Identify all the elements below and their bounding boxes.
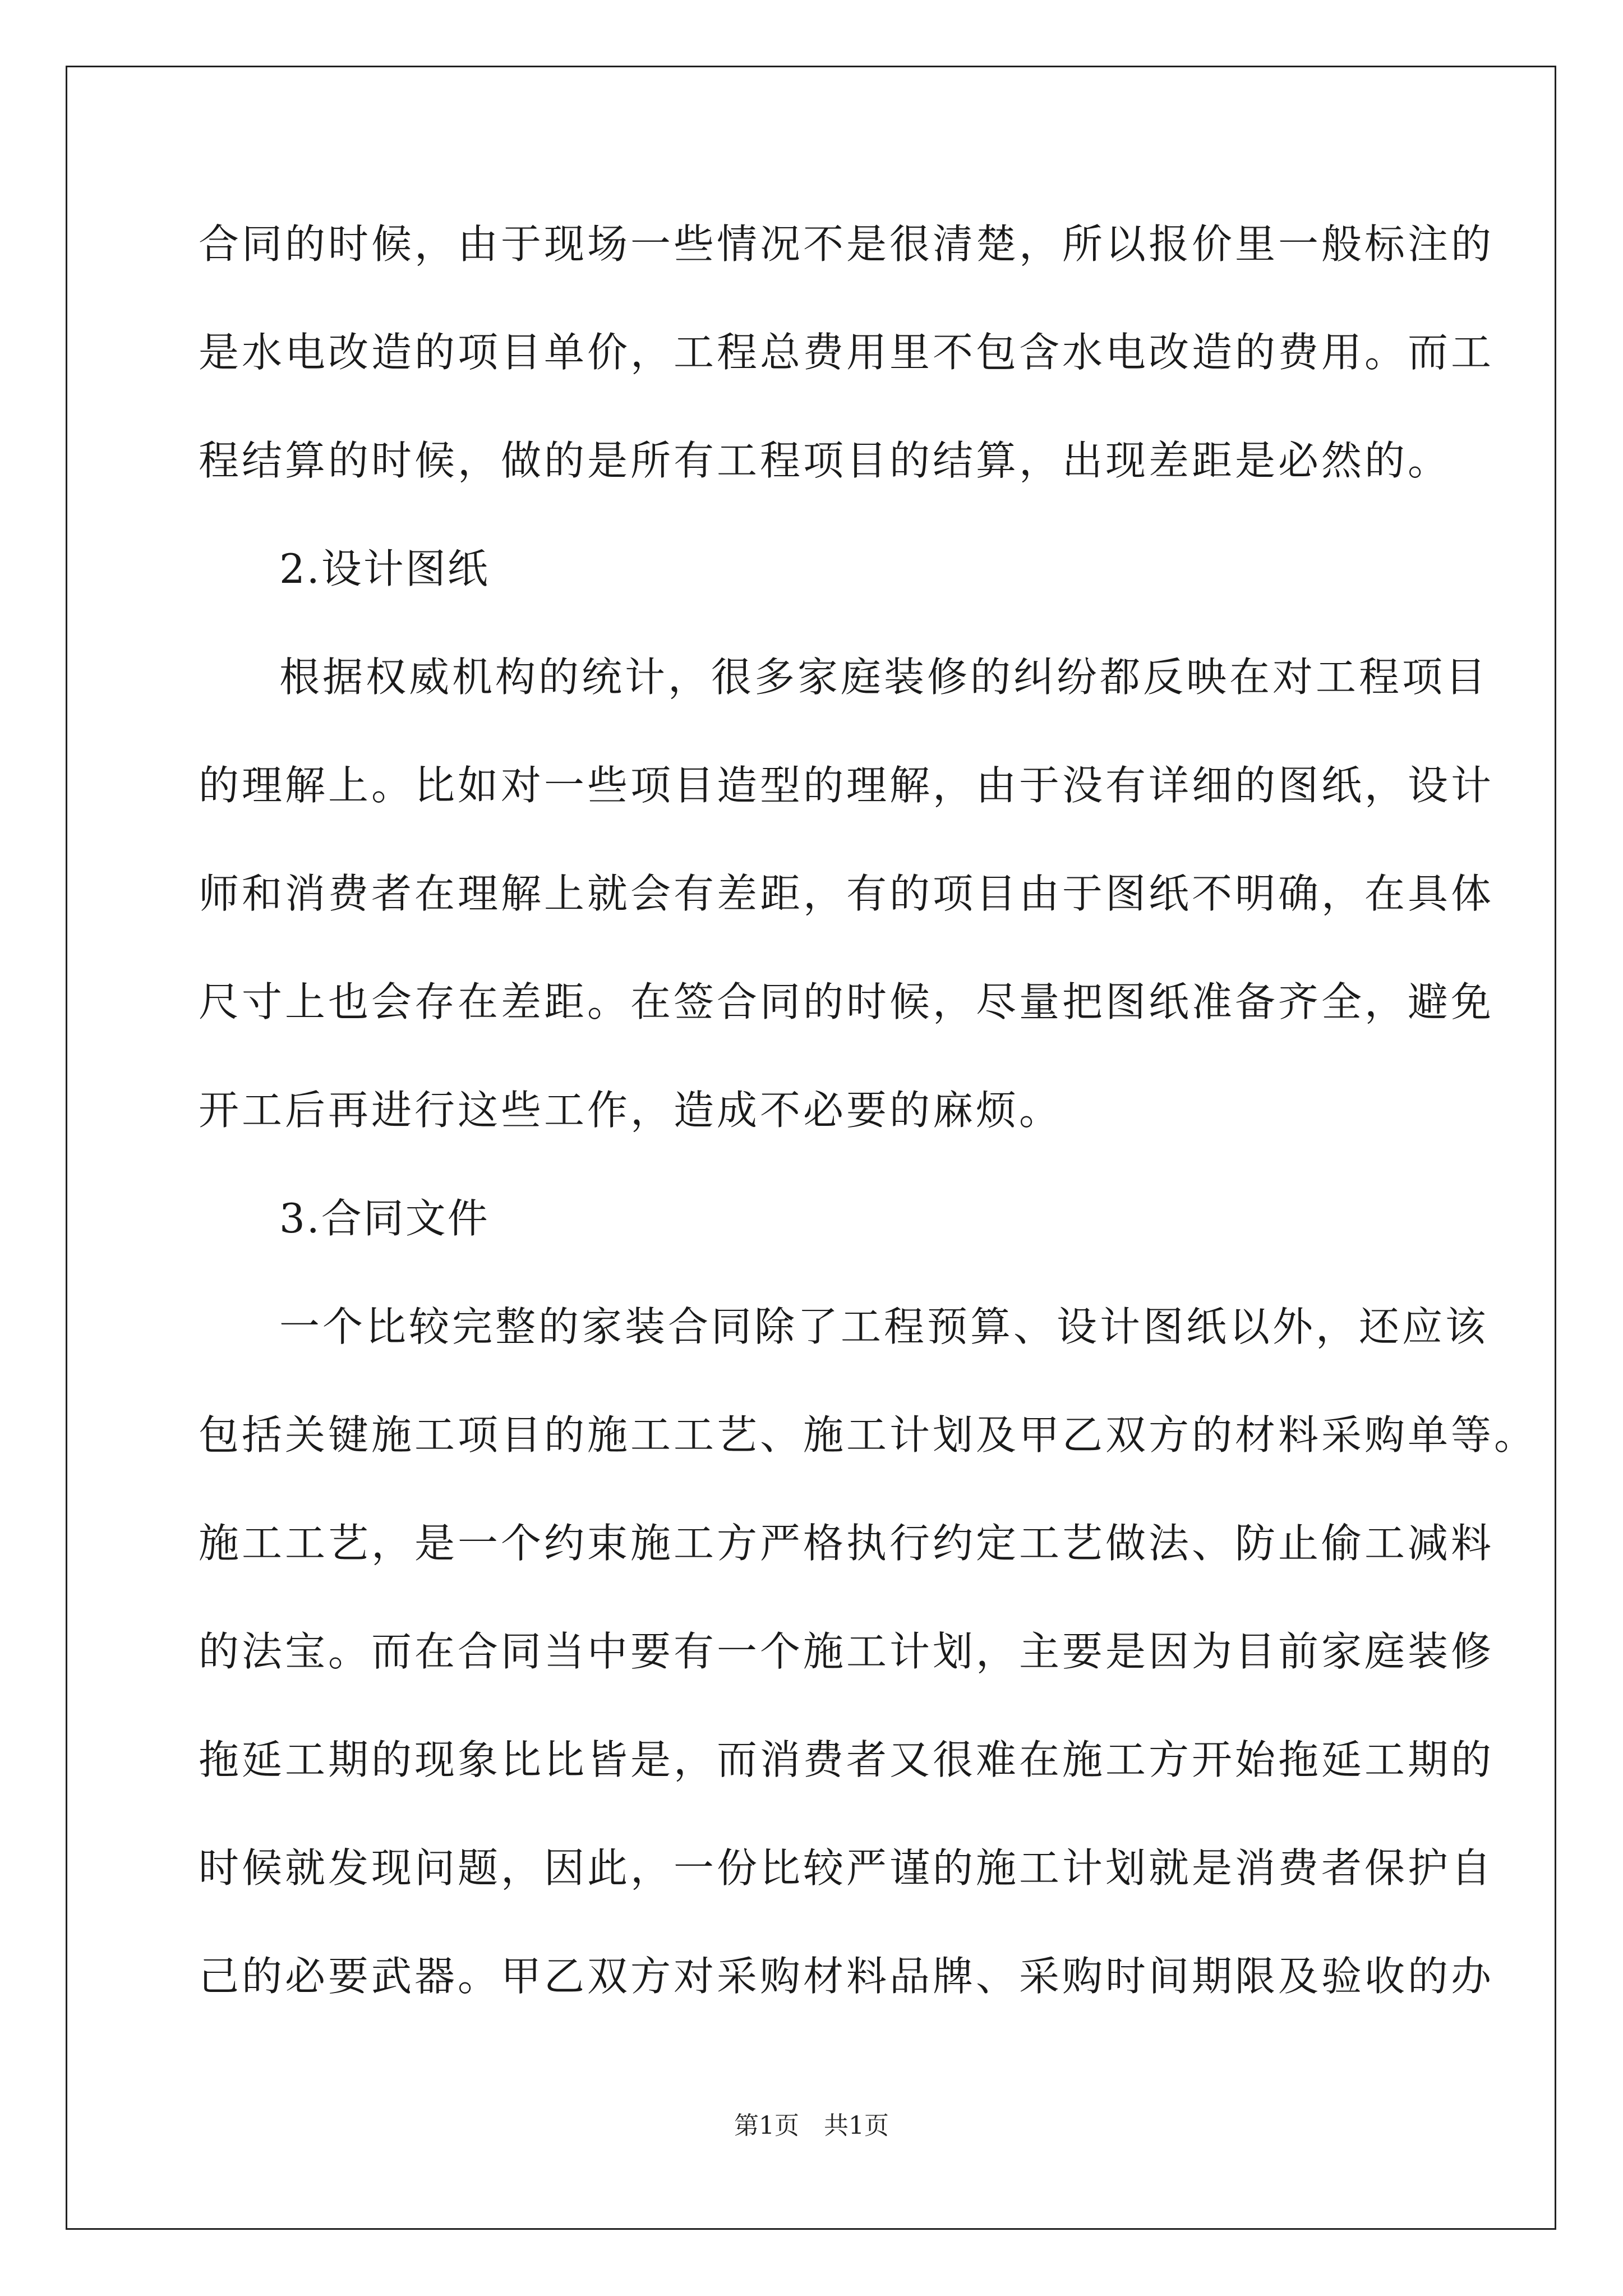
text-line: 师和消费者在理解上就会有差距，有的项目由于图纸不明确，在具体 [199,870,1495,917]
text-line: 开工后再进行这些工作，造成不必要的麻烦。 [199,1087,1063,1134]
section-heading-contract-documents: 3.合同文件 [279,1195,490,1242]
text-line: 一个比较完整的家装合同除了工程预算、设计图纸以外，还应该 [279,1303,1489,1350]
section-heading-design-drawings: 2.设计图纸 [279,545,490,592]
text-line: 是水电改造的项目单价，工程总费用里不包含水电改造的费用。而工 [199,329,1495,376]
text-line: 施工工艺，是一个约束施工方严格执行约定工艺做法、防止偷工减料 [199,1520,1495,1567]
text-line: 根据权威机构的统计，很多家庭装修的纠纷都反映在对工程项目 [279,654,1489,701]
text-line: 的法宝。而在合同当中要有一个施工计划，主要是因为目前家庭装修 [199,1628,1495,1675]
text-line: 合同的时候，由于现场一些情况不是很清楚，所以报价里一般标注的 [199,220,1495,268]
page-number-footer: 第1页 共1页 [734,2111,889,2140]
text-line: 拖延工期的现象比比皆是，而消费者又很难在施工方开始拖延工期的 [199,1736,1495,1783]
text-line: 程结算的时候，做的是所有工程项目的结算，出现差距是必然的。 [199,437,1451,484]
text-line: 尺寸上也会存在差距。在签合同的时候，尽量把图纸准备齐全，避免 [199,978,1495,1025]
text-line: 的理解上。比如对一些项目造型的理解，由于没有详细的图纸，设计 [199,762,1495,809]
text-line: 包括关键施工项目的施工工艺、施工计划及甲乙双方的材料采购单等。 [199,1411,1538,1458]
text-line: 时候就发现问题，因此，一份比较严谨的施工计划就是消费者保护自 [199,1844,1495,1892]
text-line: 己的必要武器。甲乙双方对采购材料品牌、采购时间期限及验收的办 [199,1953,1495,2000]
document-body [199,213,1538,2054]
